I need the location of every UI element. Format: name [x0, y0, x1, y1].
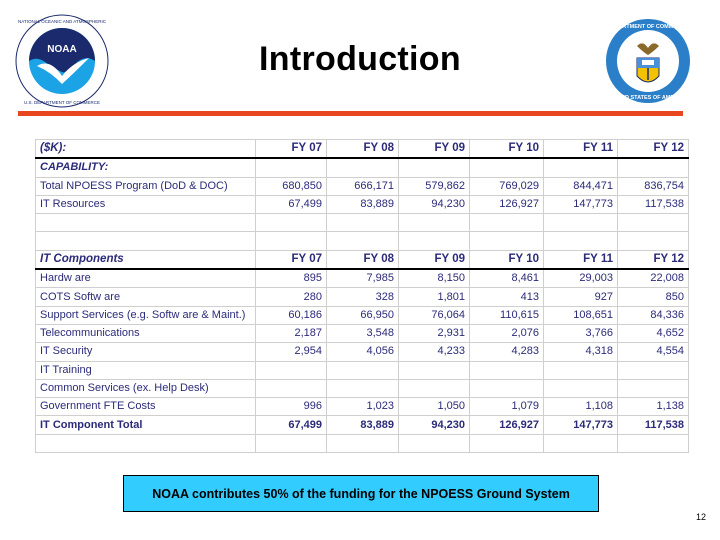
cell-value: 3,548: [327, 324, 399, 342]
department-of-commerce-seal: [605, 18, 691, 104]
row-label: IT Security: [36, 343, 256, 361]
row-label: Total NPOESS Program (DoD & DOC): [36, 177, 256, 195]
cell-value: 4,554: [618, 343, 689, 361]
total-value: 67,499: [256, 416, 327, 434]
table-row: [36, 343, 689, 361]
spacer-row: [36, 214, 689, 232]
cell-value: 769,029: [470, 177, 544, 195]
cell-value: 666,171: [327, 177, 399, 195]
cell-value: 29,003: [544, 269, 618, 288]
column-header-fy11: FY 11: [544, 140, 618, 159]
cell-value: 413: [470, 288, 544, 306]
table-row: [36, 195, 689, 213]
spacer-row: [36, 434, 689, 452]
cell-value: 110,615: [470, 306, 544, 324]
column-header-fy12: FY 12: [618, 250, 689, 269]
column-header-fy11: FY 11: [544, 250, 618, 269]
callout-text: NOAA contributes 50% of the funding for the NPOESS Ground System: [152, 486, 570, 501]
cell-value: 147,773: [544, 195, 618, 213]
total-value: 126,927: [470, 416, 544, 434]
cell-value: [327, 379, 399, 397]
table-row: [36, 177, 689, 195]
cell-value: 94,230: [399, 195, 470, 213]
title-underline-rule: [18, 111, 683, 116]
cell-value: 8,461: [470, 269, 544, 288]
cell-value: 22,008: [618, 269, 689, 288]
column-header-fy12: FY 12: [618, 140, 689, 159]
cell-value: 83,889: [327, 195, 399, 213]
column-header-fy09: FY 09: [399, 250, 470, 269]
column-header-fy08: FY 08: [327, 140, 399, 159]
components-header-row: [36, 250, 689, 269]
cell-value: 2,931: [399, 324, 470, 342]
row-label: IT Training: [36, 361, 256, 379]
cell-value: 680,850: [256, 177, 327, 195]
spacer-row: [36, 232, 689, 250]
cell-value: [544, 361, 618, 379]
cell-value: 4,283: [470, 343, 544, 361]
cell-value: [618, 361, 689, 379]
cell-value: 1,108: [544, 398, 618, 416]
cell-value: 836,754: [618, 177, 689, 195]
cell-value: 850: [618, 288, 689, 306]
total-value: 83,889: [327, 416, 399, 434]
cell-value: [618, 379, 689, 397]
cell-value: 4,318: [544, 343, 618, 361]
it-budget-table: [35, 139, 689, 453]
column-header-fy08: FY 08: [327, 250, 399, 269]
cell-value: 1,138: [618, 398, 689, 416]
cell-value: [470, 379, 544, 397]
table-row: [36, 379, 689, 397]
row-label: Support Services (e.g. Softw are & Maint.): [36, 306, 256, 324]
cell-value: 1,050: [399, 398, 470, 416]
units-header: ($K):: [36, 140, 256, 159]
cell-value: 1,801: [399, 288, 470, 306]
cell-value: 7,985: [327, 269, 399, 288]
table-row: [36, 324, 689, 342]
slide-title: Introduction: [259, 40, 461, 78]
total-label: IT Component Total: [36, 416, 256, 434]
total-value: 117,538: [618, 416, 689, 434]
column-header-fy07: FY 07: [256, 140, 327, 159]
cell-value: 579,862: [399, 177, 470, 195]
cell-value: 2,187: [256, 324, 327, 342]
table-header-row: [36, 140, 689, 159]
total-value: 147,773: [544, 416, 618, 434]
cell-value: 60,186: [256, 306, 327, 324]
column-header-fy10: FY 10: [470, 140, 544, 159]
cell-value: 280: [256, 288, 327, 306]
cell-value: 1,079: [470, 398, 544, 416]
column-header-fy07: FY 07: [256, 250, 327, 269]
cell-value: 2,076: [470, 324, 544, 342]
table-row: [36, 306, 689, 324]
capability-section-row: [36, 158, 689, 177]
row-label: Common Services (ex. Help Desk): [36, 379, 256, 397]
svg-text:DEPARTMENT OF COMMERCE: DEPARTMENT OF COMMERCE: [607, 24, 689, 30]
cell-value: 117,538: [618, 195, 689, 213]
cell-value: 4,233: [399, 343, 470, 361]
cell-value: [399, 361, 470, 379]
cell-value: [470, 361, 544, 379]
total-row: [36, 416, 689, 434]
cell-value: [256, 361, 327, 379]
cell-value: 996: [256, 398, 327, 416]
cell-value: 4,652: [618, 324, 689, 342]
row-label: Government FTE Costs: [36, 398, 256, 416]
column-header-fy09: FY 09: [399, 140, 470, 159]
cell-value: 3,766: [544, 324, 618, 342]
cell-value: [256, 379, 327, 397]
cell-value: 895: [256, 269, 327, 288]
table-row: [36, 288, 689, 306]
row-label: IT Resources: [36, 195, 256, 213]
cell-value: 66,950: [327, 306, 399, 324]
cell-value: 108,651: [544, 306, 618, 324]
cell-value: 76,064: [399, 306, 470, 324]
cell-value: 126,927: [470, 195, 544, 213]
row-label: Telecommunications: [36, 324, 256, 342]
noaa-logo: [15, 14, 109, 108]
cell-value: 8,150: [399, 269, 470, 288]
table-row: [36, 269, 689, 288]
cell-value: 4,056: [327, 343, 399, 361]
cell-value: 1,023: [327, 398, 399, 416]
cell-value: 844,471: [544, 177, 618, 195]
funding-callout-box: [123, 475, 599, 512]
column-header-fy10: FY 10: [470, 250, 544, 269]
capability-label: CAPABILITY:: [36, 158, 256, 177]
cell-value: [399, 379, 470, 397]
cell-value: [327, 361, 399, 379]
cell-value: 84,336: [618, 306, 689, 324]
table-row: [36, 361, 689, 379]
svg-text:U.S. DEPARTMENT OF COMMERCE: U.S. DEPARTMENT OF COMMERCE: [23, 100, 101, 105]
svg-text:NATIONAL OCEANIC AND ATMOSPHER: NATIONAL OCEANIC AND ATMOSPHERIC: [18, 19, 106, 24]
cell-value: 927: [544, 288, 618, 306]
page-number: 12: [696, 512, 707, 522]
cell-value: [544, 379, 618, 397]
cell-value: 2,954: [256, 343, 327, 361]
total-value: 94,230: [399, 416, 470, 434]
cell-value: 67,499: [256, 195, 327, 213]
row-label: Hardw are: [36, 269, 256, 288]
svg-text:UNITED STATES OF AMERICA: UNITED STATES OF AMERICA: [608, 95, 688, 101]
row-label: COTS Softw are: [36, 288, 256, 306]
cell-value: 328: [327, 288, 399, 306]
components-header-label: IT Components: [36, 250, 256, 269]
svg-text:NOAA: NOAA: [47, 44, 77, 55]
table-row: [36, 398, 689, 416]
